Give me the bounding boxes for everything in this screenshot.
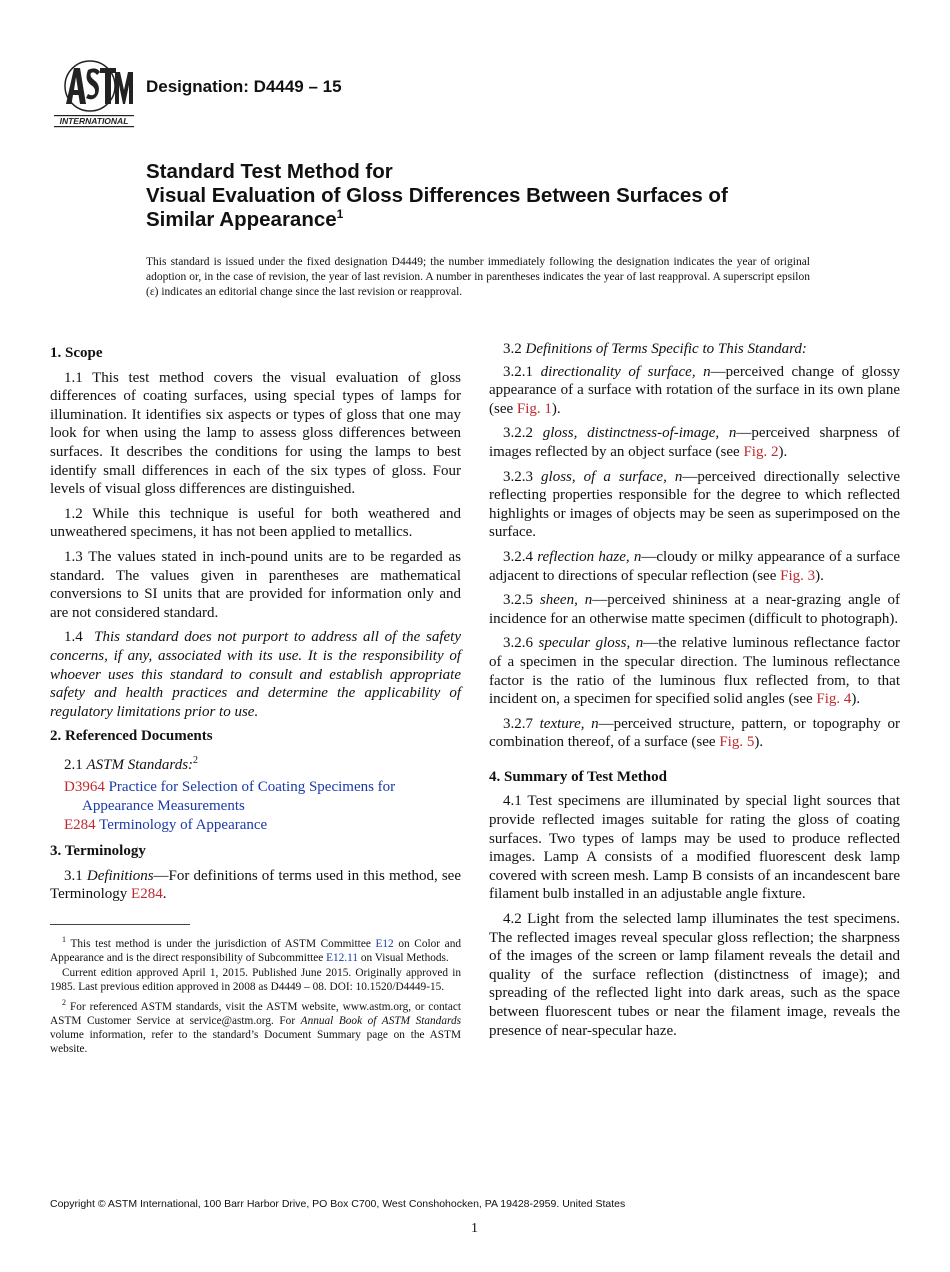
definition-text: —perceived change of glossy appearance of a surface with rotation of the surface in its own plane (see [489,363,900,417]
definition-text: —perceived directionally selective reflecting properties responsible for the degree to which reflected highlights or images of objects may be seen as superimposed on the surface. [489,468,901,541]
footnote-2-text-b: volume information, refer to the standard’s Document Summary page on the ASTM website. [50,1028,461,1055]
figure-3-link[interactable]: Fig. 3 [780,567,816,584]
title-line-1: Standard Test Method for [146,160,393,183]
definition-number: 3.2.6 [503,635,533,652]
para-2-1-text: ASTM Standards: [86,756,194,773]
section-1-heading: 1. Scope [50,345,103,361]
footnote-1-mark: 1 [62,935,66,945]
footnote-2-mark: 2 [62,997,66,1007]
para-3-1-number: 3.1 [64,867,83,884]
definition-end: ). [551,400,561,417]
definition-text: —the relative luminous reflectance factor of a specimen in the specular direction. The luminous reflectance factor is the ratio of the luminous flux reflected from, to that incident on, a specimen for specified solid angles (see [489,635,901,708]
definition-end: ). [815,567,824,584]
definition-term: texture, n [539,715,599,732]
definition-text: —perceived shininess at a near-grazing angle of incidence for an otherwise matte specimen (difficult to photograph). [489,592,901,627]
designation: Designation: D4449 – 15 [146,77,342,96]
definition-3-2-5 [489,591,900,628]
section-2-heading: 2. Referenced Documents [50,728,213,745]
copyright-notice: Copyright © ASTM International, 100 Barr Harbor Drive, PO Box C700, West Conshohocken, PA 19428-2959. United States [50,1198,626,1210]
footnote-1-text-c: on Visual Methods. [360,952,449,964]
definition-term: sheen, n [539,592,593,609]
title-line-2: Visual Evaluation of Gloss Differences Between Surfaces of [146,184,728,207]
para-2-1 [50,752,461,775]
section-4-heading: 4. Summary of Test Method [489,768,667,785]
definition-term: gloss, of a surface, n [541,468,683,485]
definition-3-2-3 [489,468,900,542]
footnote-2-text-a: For referenced ASTM standards, visit the ASTM website, www.astm.org, or contact ASTM Customer Service at service@astm.org. For [50,1000,461,1027]
para-3-2-number: 3.2 [503,341,522,357]
footnote-rule [50,924,190,925]
left-column [50,340,461,1057]
logo-caption: INTERNATIONAL [59,116,129,126]
title-footnote-mark: 1 [336,207,344,222]
footnote-edition: Current edition approved April 1, 2015. Published June 2015. Originally approved in 1985. Last previous edition approved in 2008 as D4449 – 08. DOI: 10.1520/D4449-15. [50,967,461,994]
definition-term: gloss, distinctness-of-image, n [542,425,737,442]
definition-text: —perceived sharpness of images reflected by an object surface (see [489,425,901,460]
reference-e284-link[interactable]: E284 [64,816,96,833]
definition-term: reflection haze, n [537,548,642,565]
para-3-1-link[interactable]: E284 [131,886,163,903]
para-1-3: 1.3 The values stated in inch-pound units are to be regarded as standard. The values given in parentheses are mathematical conversions to SI units that are provided for information only and are not considered standard. [50,548,461,621]
definition-number: 3.2.3 [503,468,533,485]
footnote-1-link-e12[interactable]: E12 [375,937,394,950]
para-1-4 [50,628,461,721]
footnote-1-text-a: This test method is under the jurisdiction of ASTM Committee [70,937,371,950]
definition-3-2-6 [489,634,900,708]
section-3-heading: 3. Terminology [50,843,146,860]
page-number: 1 [471,1221,478,1236]
footnote-1-link-e1211[interactable]: E12.11 [326,952,358,964]
figure-2-link[interactable]: Fig. 2 [743,443,779,460]
para-3-1-text: —For definitions of terms used in this method, see Terminology [50,867,461,903]
para-3-1-term: Definitions [86,867,154,884]
right-column [489,340,900,1046]
para-2-1-footnote-mark: 2 [193,754,199,766]
para-3-2 [489,340,900,359]
definition-3-2-4 [489,548,900,585]
astm-logo-mark [52,60,136,130]
footnote-2-book-title: Annual Book of ASTM Standards [300,1014,462,1027]
footnote-1 [50,933,461,965]
figure-4-link[interactable]: Fig. 4 [816,691,852,708]
definition-3-2-7 [489,715,900,752]
reference-e284-title[interactable]: Terminology of Appearance [99,816,268,833]
para-4-1: 4.1 Test specimens are illuminated by special light sources that provide reflected images suitable for rating the gloss of coating surfaces. Two types of lamps may be used to produce reflected images. Lamp A consists of a modified fluorescent desk lamp covered with screen mesh. Lamp B consists of an incandescent bare filament bulb installed in an adjustable angle fixture. [489,793,900,903]
document-title [146,160,906,232]
para-3-1 [50,867,461,904]
figure-1-link[interactable]: Fig. 1 [516,400,552,417]
footnote-2 [50,996,461,1057]
definition-term: specular gloss, n [538,635,644,652]
para-1-4-number: 1.4 [64,629,83,646]
intro-notice: This standard is issued under the fixed designation D4449; the number immediately following the designation indicates the year of original adoption or, in the case of revision, the year of last revision. A number in parentheses indicates the year of last reapproval. A superscript epsilon (ε) indicates an editorial change since the last revision or reapproval. [146,256,810,298]
figure-5-link[interactable]: Fig. 5 [719,734,755,751]
definition-end: ). [778,443,788,460]
definition-end: ). [754,734,764,751]
para-1-1: 1.1 This test method covers the visual evaluation of gloss differences of coating surfaces, using special types of lamps for illumination. It identifies six aspects or types of gloss that one may look for when using the lamp to assess gloss differences between surfaces. It describes the conditions for using the lamps to best identify small differences in each of the six types of gloss. Four levels of visual gloss differences are distinguished. [50,369,461,498]
definition-3-2-2 [489,424,900,461]
definition-text: —cloudy or milky appearance of a surface adjacent to directions of specular reflection (see [489,548,900,584]
definition-number: 3.2.1 [503,363,533,380]
para-2-1-number: 2.1 [64,756,83,773]
definition-number: 3.2.5 [503,592,533,609]
reference-d3964-title[interactable]: Practice for Selection of Coating Specimens for Appearance Measurements [82,779,396,815]
definition-term: directionality of surface, n [540,363,711,380]
definition-number: 3.2.7 [503,715,533,732]
para-1-2: 1.2 While this technique is useful for both weathered and unweathered specimens, it has not been applied to metallics. [50,505,461,541]
para-3-1-end: . [162,886,167,903]
footnote-1-text-b: on Color and Appearance and is the direct responsibility of Subcommittee [50,937,461,964]
astm-logo [52,60,136,130]
para-1-4-text: This standard does not purport to address all of the safety concerns, if any, associated with its use. It is the responsibility of whoever uses this standard to consult and establish appropriate safety and health practices and determine the applicability of regulatory limitations prior to use. [50,629,462,720]
definition-text: —perceived structure, pattern, or topography or combination thereof, of a surface (see [489,715,901,751]
para-3-2-text: Definitions of Terms Specific to This Standard: [525,341,807,357]
reference-d3964-link[interactable]: D3964 [64,779,105,796]
title-line-3: Similar Appearance [146,208,337,231]
definition-end: ). [851,691,861,708]
reference-e284 [50,816,461,835]
definition-number: 3.2.4 [503,548,533,565]
definition-3-2-1 [489,363,900,419]
para-4-2: 4.2 Light from the selected lamp illuminates the test specimens. The reflected images reveal specular gloss reflection; the sharpness of the images of the screen or lamp filament reveals the detail and quality of the surface reflection (distinctness of image); and spreading of the reflected light into dark areas, such as the space between fluorescent tubes or near the filament image, reveals the presence of near-specular haze. [489,911,900,1039]
reference-d3964 [50,778,461,815]
definition-number: 3.2.2 [503,425,533,442]
